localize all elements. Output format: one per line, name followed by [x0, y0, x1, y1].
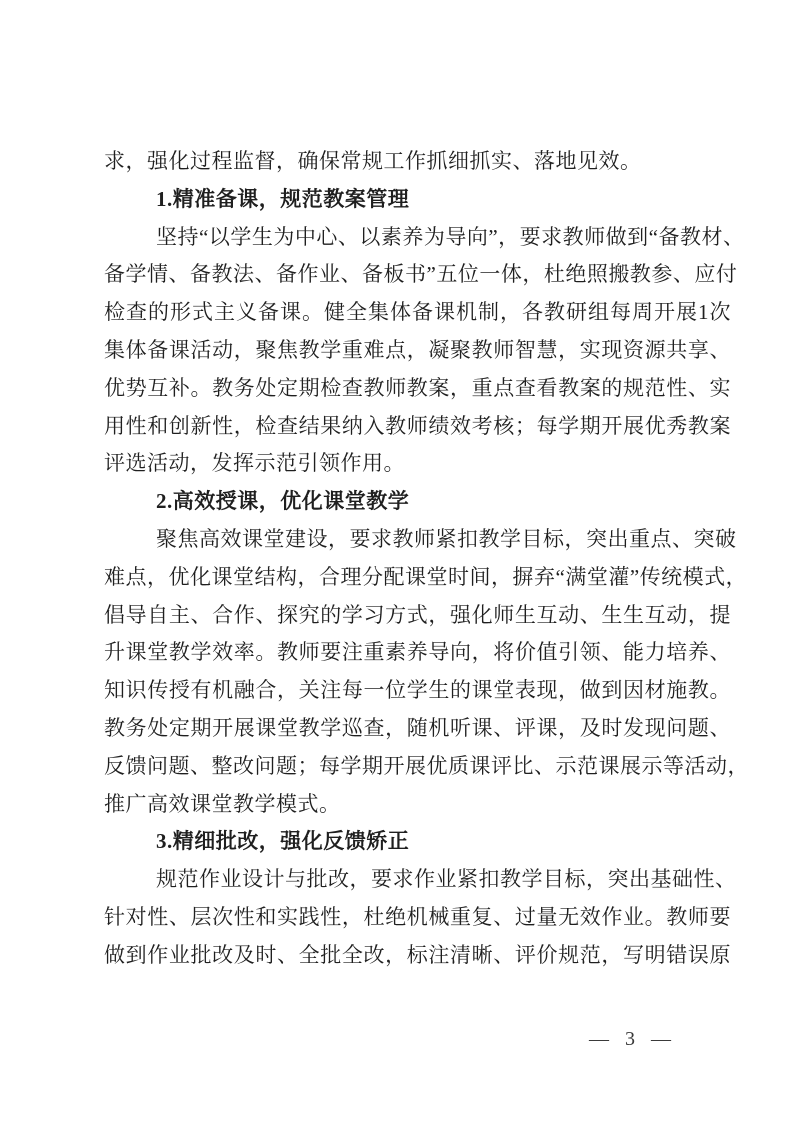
body-line: 推广高效课堂教学模式。 [104, 791, 341, 816]
section-heading: 1.精准备课，规范教案管理 [156, 186, 410, 211]
section-heading: 2.高效授课，优化课堂教学 [156, 489, 410, 514]
body-line: 做到作业批改及时、全批全改，标注清晰、评价规范，写明错误原 [104, 942, 731, 967]
body-line: 难点，优化课堂结构，合理分配课堂时间，摒弃“满堂灌”传统模式， [104, 564, 748, 589]
body-line: 聚焦高效课堂建设，要求教师紧扣教学目标，突出重点、突破 [156, 526, 737, 551]
body-line: 用性和创新性，检查结果纳入教师绩效考核；每学期开展优秀教案 [104, 413, 731, 438]
body-line: 知识传授有机融合，关注每一位学生的课堂表现，做到因材施教。 [104, 678, 731, 703]
body-line: 检查的形式主义备课。健全集体备课机制，各教研组每周开展1次 [104, 300, 731, 325]
body-line: 评选活动，发挥示范引领作用。 [104, 451, 405, 476]
body-line: 坚持“以学生为中心、以素养为导向”，要求教师做到“备教材、 [156, 224, 745, 249]
body-line: 倡导自主、合作、探究的学习方式，强化师生互动、生生互动，提 [104, 602, 731, 627]
page-number: — 3 — [589, 1028, 672, 1050]
body-line: 升课堂教学效率。教师要注重素养导向，将价值引领、能力培养、 [104, 640, 731, 665]
document-content [104, 143, 749, 975]
body-line: 规范作业设计与批改，要求作业紧扣教学目标，突出基础性、 [156, 867, 737, 892]
body-line: 备学情、备教法、备作业、备板书”五位一体，杜绝照搬教参、应付 [104, 262, 738, 287]
body-line: 针对性、层次性和实践性，杜绝机械重复、过量无效作业。教师要 [104, 904, 731, 929]
body-line: 优势互补。教务处定期检查教师教案，重点查看教案的规范性、实 [104, 375, 731, 400]
body-line: 反馈问题、整改问题；每学期开展优质课评比、示范课展示等活动， [104, 753, 749, 778]
body-line: 集体备课活动，聚焦教学重难点，凝聚教师智慧，实现资源共享、 [104, 337, 731, 362]
body-line: 教务处定期开展课堂教学巡查，随机听课、评课，及时发现问题、 [104, 715, 731, 740]
body-line: 求，强化过程监督，确保常规工作抓细抓实、落地见效。 [104, 149, 642, 173]
section-heading: 3.精细批改，强化反馈矫正 [156, 829, 410, 854]
